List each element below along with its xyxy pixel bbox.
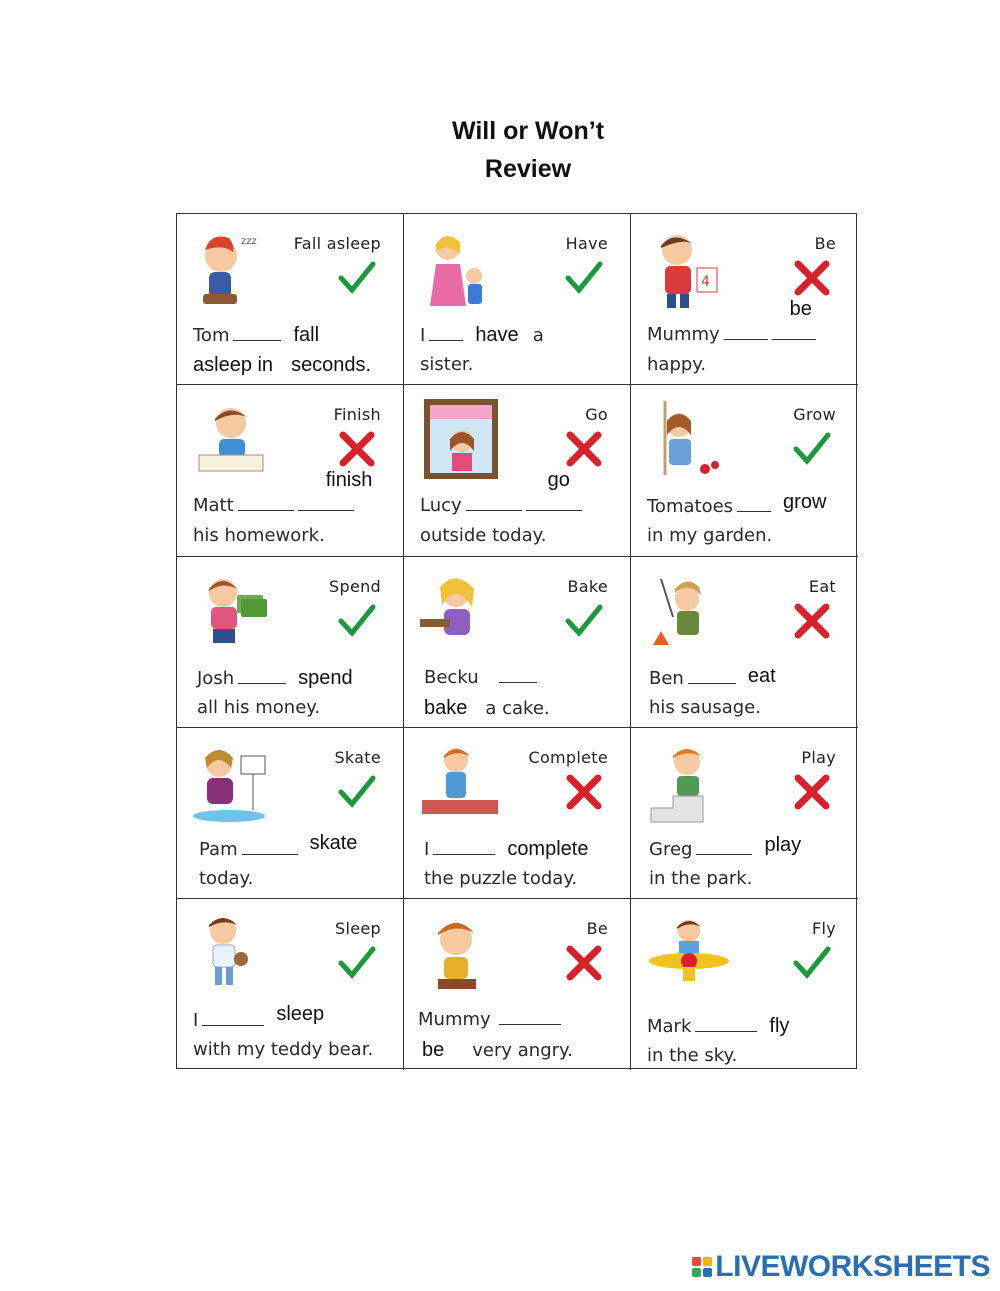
sentence-end: a cake.	[485, 698, 550, 719]
sad-boy-stairs-icon	[643, 738, 733, 828]
answer-word: be	[422, 1039, 445, 1061]
exercise-cell	[631, 557, 858, 728]
exercise-cell	[177, 214, 404, 385]
cross-icon	[564, 943, 604, 983]
sentence-end: the puzzle today.	[424, 868, 578, 889]
answer-blank[interactable]	[242, 840, 298, 855]
exercise-cell	[631, 899, 858, 1070]
check-icon	[792, 943, 832, 983]
boy-teddy-icon	[189, 909, 279, 999]
answer-blank[interactable]	[433, 840, 495, 855]
cross-icon	[564, 772, 604, 812]
sentence-start: Mark	[647, 1016, 692, 1037]
answer-blank[interactable]	[466, 496, 522, 511]
target-verb: Be	[814, 234, 836, 253]
sentence-start: Matt	[193, 495, 234, 516]
target-verb: Bake	[567, 577, 608, 596]
answer-word: be	[789, 298, 812, 320]
sentence-end: happy.	[647, 354, 707, 375]
boy-puzzle-icon	[416, 738, 506, 828]
gardener-icon	[643, 395, 733, 485]
answer-word: sleep	[276, 1003, 325, 1025]
target-verb: Fly	[811, 919, 836, 938]
answer-blank[interactable]	[238, 496, 294, 511]
target-verb: Skate	[334, 748, 381, 767]
target-verb: Have	[565, 234, 608, 253]
answer-blank[interactable]	[233, 326, 281, 341]
target-verb: Grow	[793, 405, 836, 424]
sentence-start: I	[424, 839, 430, 860]
answer-word: complete	[507, 838, 589, 860]
exercise-cell	[631, 728, 858, 899]
answer-word: finish	[325, 469, 373, 491]
answer-blank[interactable]	[724, 325, 768, 340]
answer-word: fall	[293, 324, 320, 346]
sentence-end: with my teddy bear.	[193, 1039, 374, 1060]
sentence-start: Mummy	[418, 1009, 491, 1030]
boy-homework-icon	[189, 395, 279, 485]
sentence-end: very angry.	[472, 1040, 573, 1061]
svg-text:zzz: zzz	[241, 236, 257, 247]
answer-blank[interactable]	[688, 669, 736, 684]
mother-child-icon	[416, 224, 506, 314]
svg-text:4: 4	[701, 274, 710, 290]
sentence-start: Tomatoes	[647, 496, 734, 517]
check-icon	[337, 943, 377, 983]
sentence-start: Pam	[199, 839, 238, 860]
target-verb: Finish	[333, 405, 381, 424]
check-icon	[337, 258, 377, 298]
logo-text: LIVEWORKSHEETS	[715, 1250, 990, 1283]
angry-boy-icon	[416, 909, 506, 999]
sentence-start: Ben	[649, 668, 684, 689]
exercise-cell	[631, 385, 858, 557]
sentence-end: sister.	[420, 354, 474, 375]
exercise-cell	[404, 214, 631, 385]
exercise-cell	[404, 557, 631, 728]
boy-money-icon	[189, 567, 279, 657]
cross-icon	[792, 258, 832, 298]
target-verb: Go	[585, 405, 608, 424]
target-verb: Eat	[808, 577, 836, 596]
exercise-cell	[404, 385, 631, 557]
girl-window-icon	[416, 395, 506, 485]
target-verb: Fall asleep	[293, 234, 381, 253]
title-line-1: Will or Won’t	[451, 117, 605, 145]
answer-blank[interactable]	[526, 496, 582, 511]
answer-word: bake	[424, 697, 468, 719]
exercise-cell	[177, 385, 404, 557]
sentence-start: Lucy	[420, 495, 462, 516]
boy-with-test-icon	[643, 224, 733, 314]
girl-skating-icon	[189, 738, 279, 828]
answer-blank[interactable]	[737, 497, 771, 512]
sentence-end: outside today.	[420, 525, 547, 546]
exercise-cell	[177, 557, 404, 728]
girl-baking-icon	[416, 567, 506, 657]
sentence-start: I	[420, 325, 426, 346]
cross-icon	[792, 601, 832, 641]
exercise-cell	[177, 728, 404, 899]
sentence-start: Becku	[424, 667, 479, 688]
answer-blank[interactable]	[238, 669, 286, 684]
boy-airplane-icon	[643, 909, 733, 999]
sentence-end: in my garden.	[647, 525, 773, 546]
answer-word: seconds.	[291, 354, 372, 376]
exercise-cell	[404, 899, 631, 1070]
sentence-word: a	[532, 325, 544, 346]
cross-icon	[792, 772, 832, 812]
logo-icon	[692, 1257, 712, 1277]
exercise-grid	[176, 213, 857, 1069]
sentence-end: his homework.	[193, 525, 325, 546]
target-verb: Play	[801, 748, 836, 767]
liveworksheets-logo	[692, 1251, 990, 1283]
boy-campfire-icon	[643, 567, 733, 657]
check-icon	[564, 601, 604, 641]
exercise-cell	[631, 214, 858, 385]
check-icon	[337, 601, 377, 641]
target-verb: Complete	[528, 748, 608, 767]
target-verb: Be	[586, 919, 608, 938]
answer-word: fly	[769, 1015, 790, 1037]
sentence-end: in the sky.	[647, 1045, 738, 1066]
cross-icon	[564, 429, 604, 469]
cross-icon	[337, 429, 377, 469]
answer-blank[interactable]	[499, 668, 537, 683]
sentence-start: Josh	[197, 668, 235, 689]
sentence-end: all his money.	[197, 697, 321, 718]
answer-blank[interactable]	[696, 840, 752, 855]
answer-blank[interactable]	[298, 496, 354, 511]
answer-blank[interactable]	[772, 325, 816, 340]
answer-word: go	[547, 469, 570, 491]
answer-blank[interactable]	[695, 1017, 757, 1032]
worksheet-title	[0, 112, 1000, 188]
sentence-end: asleep in	[193, 354, 274, 376]
sentence-start: Mummy	[647, 324, 720, 345]
check-icon	[792, 429, 832, 469]
sleepy-boy-icon	[189, 224, 279, 314]
target-verb: Spend	[329, 577, 381, 596]
answer-word: have	[475, 324, 519, 346]
sentence-end: today.	[199, 868, 254, 889]
exercise-cell	[404, 728, 631, 899]
answer-blank[interactable]	[202, 1011, 264, 1026]
answer-word: grow	[783, 491, 827, 513]
sentence-start: Tom	[193, 325, 230, 346]
exercise-cell	[177, 899, 404, 1070]
sentence-end: in the park.	[649, 868, 753, 889]
title-line-2: Review	[484, 155, 572, 183]
answer-blank[interactable]	[499, 1010, 561, 1025]
check-icon	[337, 772, 377, 812]
answer-word: play	[764, 834, 802, 856]
check-icon	[564, 258, 604, 298]
sentence-start: Greg	[649, 839, 693, 860]
answer-blank[interactable]	[429, 326, 463, 341]
answer-word: skate	[309, 832, 358, 854]
answer-word: eat	[747, 665, 776, 687]
target-verb: Sleep	[335, 919, 381, 938]
sentence-start: I	[193, 1010, 199, 1031]
sentence-end: his sausage.	[649, 697, 761, 718]
answer-word: spend	[298, 667, 353, 689]
